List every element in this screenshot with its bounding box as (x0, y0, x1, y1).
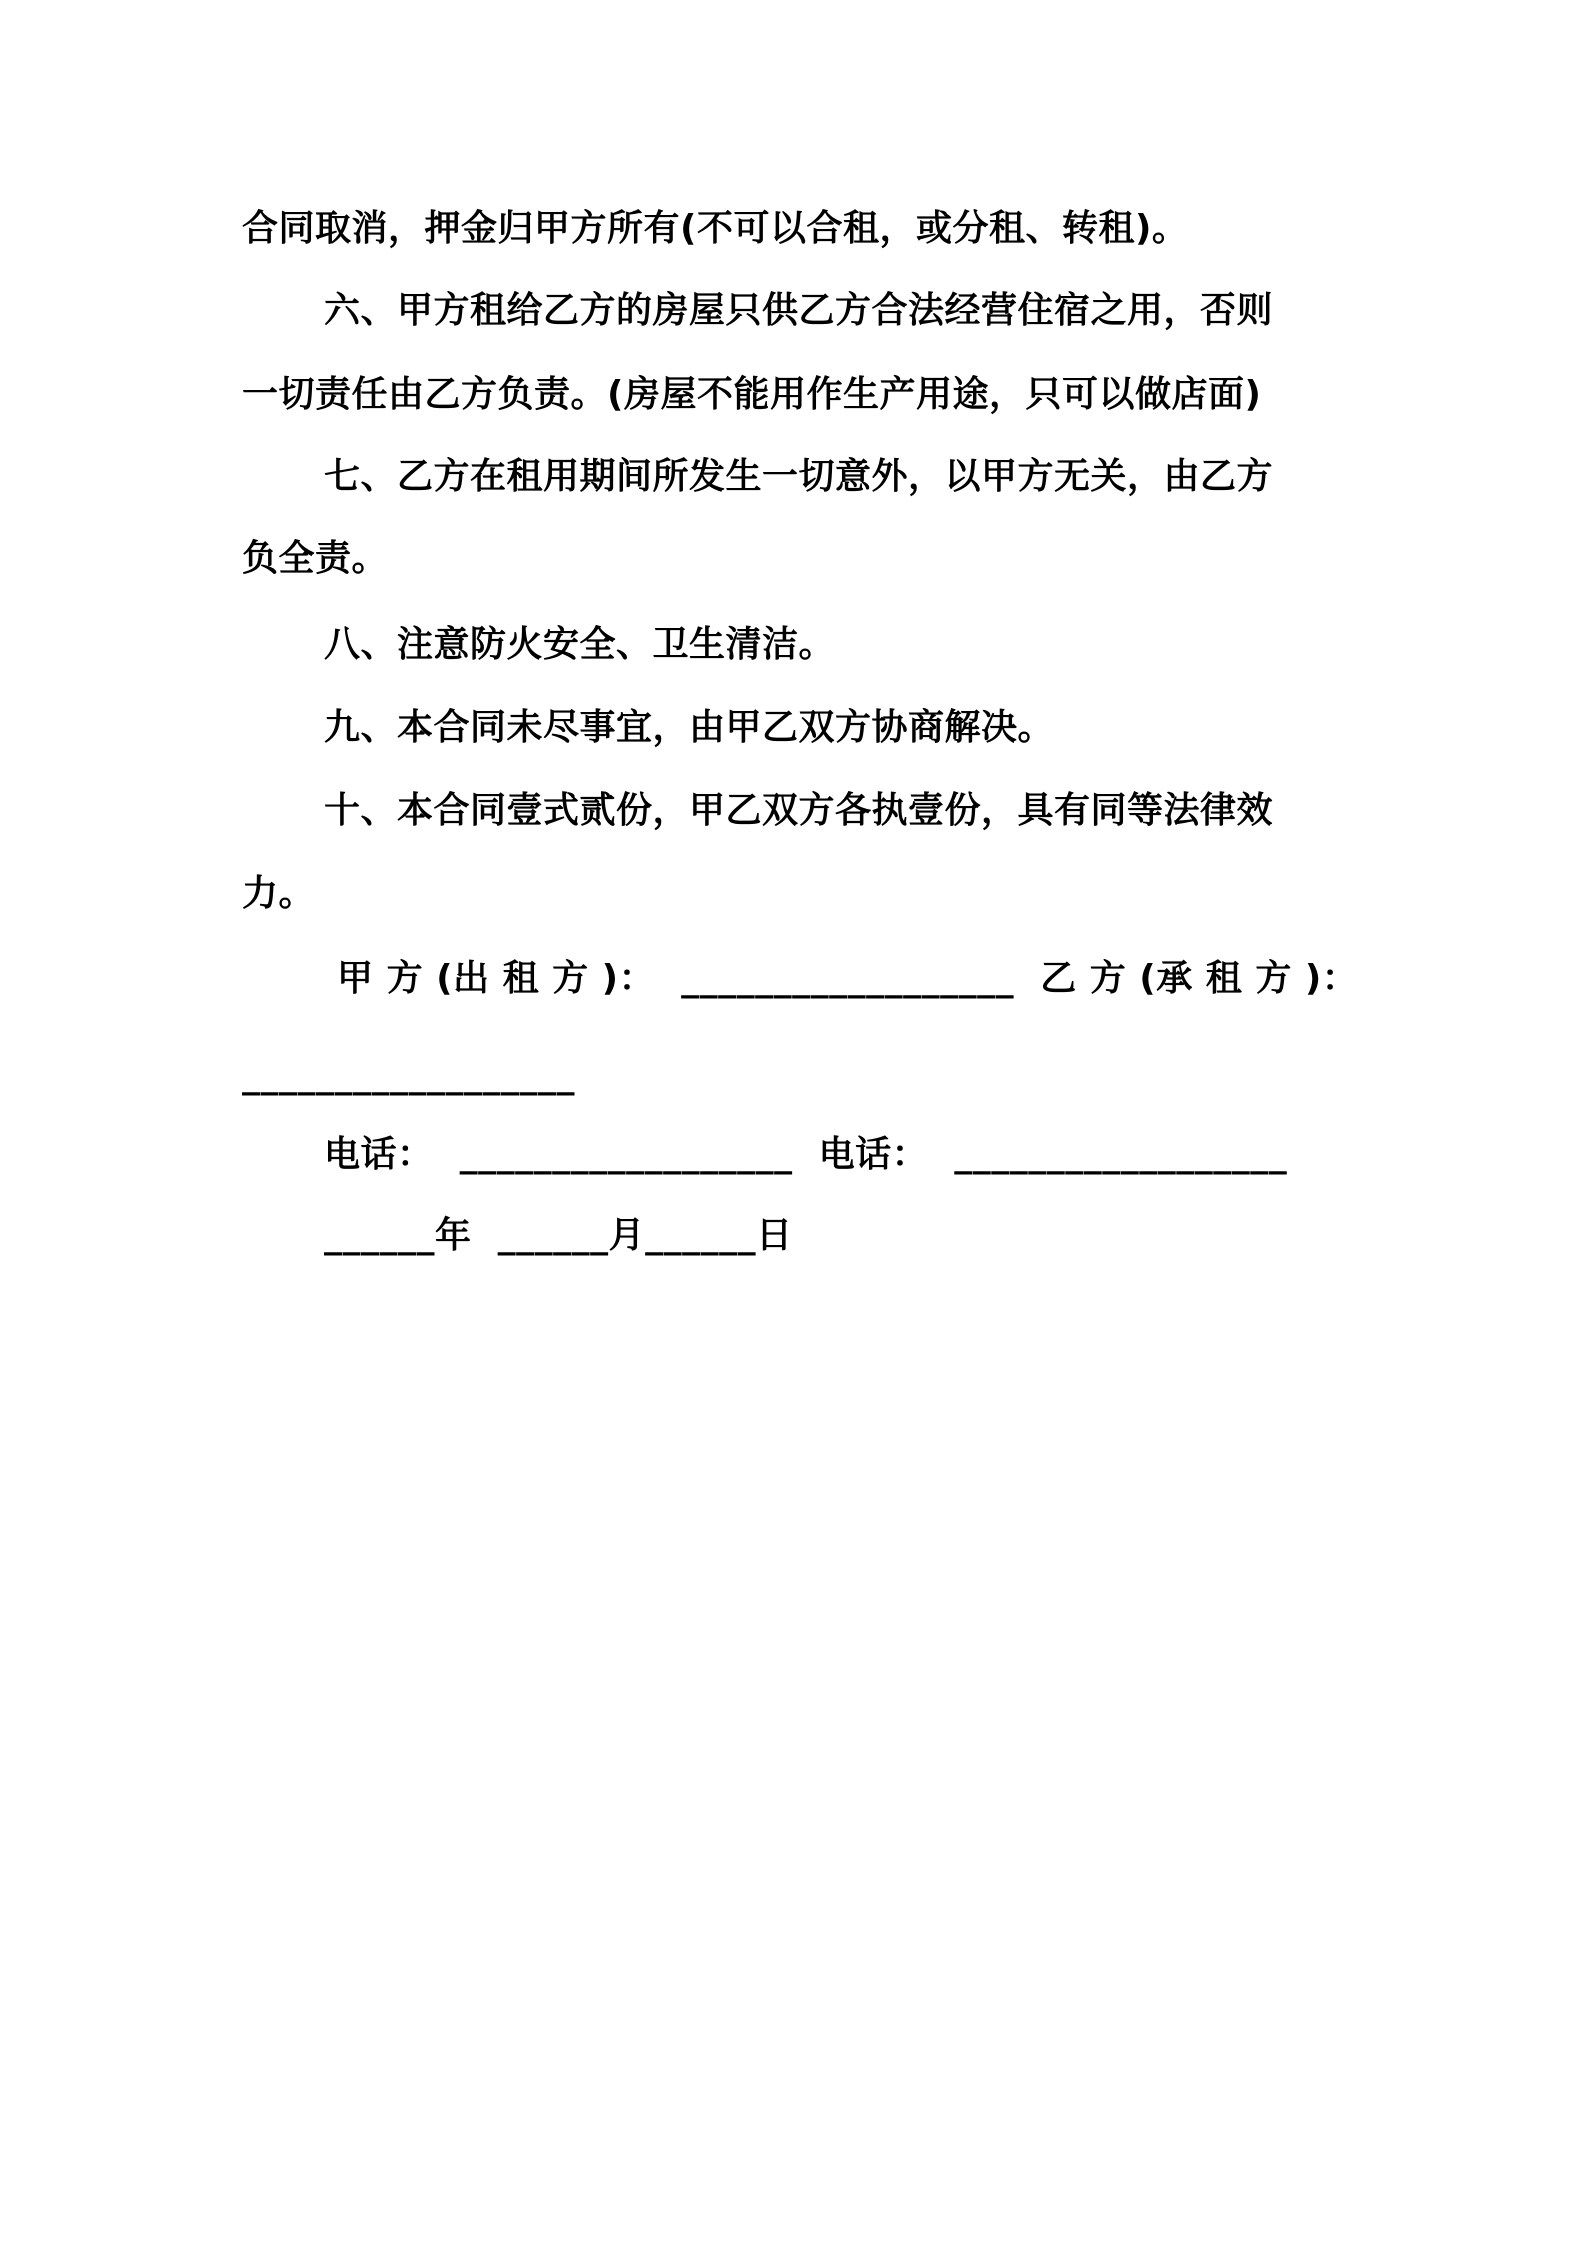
party-b-signature-blank: __________________ (242, 1055, 575, 1096)
clause-7-line-2: 负全责。 (242, 538, 389, 579)
phone-line: 电话： __________________ 电话： __________________ (324, 1134, 1288, 1175)
clause-5-continuation: 合同取消，押金归甲方所有(不可以合租，或分租、转租)。 (242, 208, 1189, 249)
date-line: ______年 ______月______日 (324, 1215, 793, 1256)
clause-8: 八、注意防火安全、卫生清洁。 (324, 624, 836, 665)
clause-9: 九、本合同未尽事宜，由甲乙双方协商解决。 (324, 707, 1055, 748)
clause-6-line-1: 六、甲方租给乙方的房屋只供乙方合法经营住宿之用，否则 (324, 290, 1274, 331)
clause-6-line-2: 一切责任由乙方负责。(房屋不能用作生产用途，只可以做店面) (242, 374, 1262, 415)
clause-7-line-1: 七、乙方在租用期间所发生一切意外，以甲方无关，由乙方 (324, 456, 1274, 497)
clause-10-line-1: 十、本合同壹式贰份，甲乙双方各执壹份，具有同等法律效 (324, 790, 1274, 831)
clause-10-line-2: 力。 (242, 873, 316, 914)
signature-parties-line: 甲 方 (出 租 方 )： __________________ 乙 方 (承 租 方 )： (324, 958, 1359, 999)
